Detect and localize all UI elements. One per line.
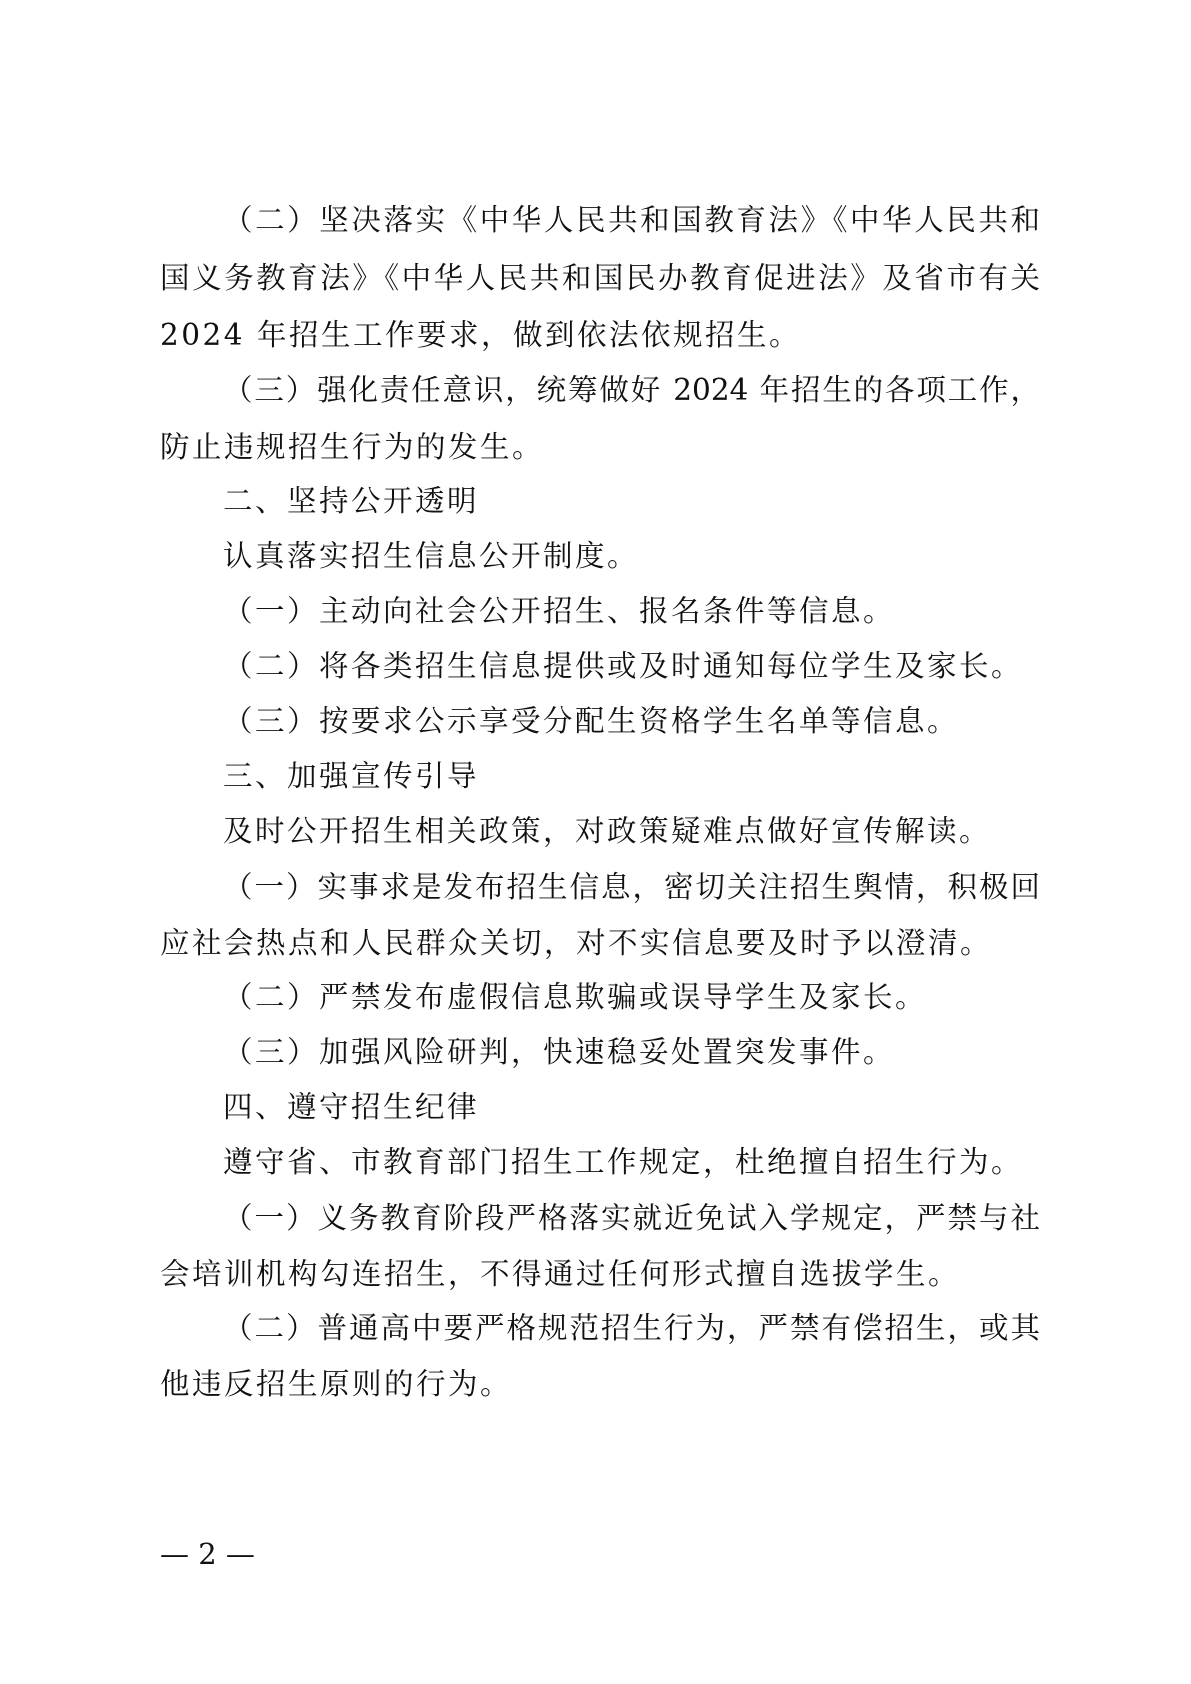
paragraph-line: （二）将各类招生信息提供或及时通知每位学生及家长。 bbox=[223, 649, 1024, 683]
paragraph-line: 会培训机构勾连招生，不得通过任何形式擅自选拔学生。 bbox=[160, 1257, 961, 1291]
paragraph-line: 及时公开招生相关政策，对政策疑难点做好宣传解读。 bbox=[223, 814, 992, 848]
paragraph-line: 2024 年招生工作要求，做到依法依规招生。 bbox=[160, 318, 801, 352]
paragraph-line: 国义务教育法》《中华人民共和国民办教育促进法》及省市有关 bbox=[160, 261, 1040, 295]
paragraph-line: （三）加强风险研判，快速稳妥处置突发事件。 bbox=[223, 1035, 896, 1069]
paragraph-line: 认真落实招生信息公开制度。 bbox=[223, 539, 640, 573]
paragraph-line: （一）主动向社会公开招生、报名条件等信息。 bbox=[223, 594, 896, 628]
section-heading: 二、坚持公开透明 bbox=[223, 484, 480, 518]
section-heading: 四、遵守招生纪律 bbox=[223, 1090, 480, 1124]
paragraph-line: 他违反招生原则的行为。 bbox=[160, 1367, 513, 1401]
paragraph-line: 防止违规招生行为的发生。 bbox=[160, 430, 545, 464]
paragraph-line: 遵守省、市教育部门招生工作规定，杜绝擅自招生行为。 bbox=[223, 1145, 1024, 1179]
paragraph-line: （一）义务教育阶段严格落实就近免试入学规定，严禁与社 bbox=[223, 1201, 1040, 1235]
paragraph-line: 应社会热点和人民群众关切，对不实信息要及时予以澄清。 bbox=[160, 926, 993, 960]
paragraph-line: （二）普通高中要严格规范招生行为，严禁有偿招生，或其 bbox=[223, 1311, 1040, 1345]
paragraph-line: （一）实事求是发布招生信息，密切关注招生舆情，积极回 bbox=[223, 870, 1040, 904]
paragraph-line: （二）坚决落实《中华人民共和国教育法》《中华人民共和 bbox=[223, 203, 1040, 237]
section-heading: 三、加强宣传引导 bbox=[223, 759, 480, 793]
paragraph-line: （三）按要求公示享受分配生资格学生名单等信息。 bbox=[223, 704, 960, 738]
paragraph-line: （二）严禁发布虚假信息欺骗或误导学生及家长。 bbox=[223, 980, 928, 1014]
paragraph-line: （三）强化责任意识，统筹做好 2024 年招生的各项工作， bbox=[223, 373, 1040, 407]
page-number: — 2 — bbox=[160, 1537, 255, 1571]
